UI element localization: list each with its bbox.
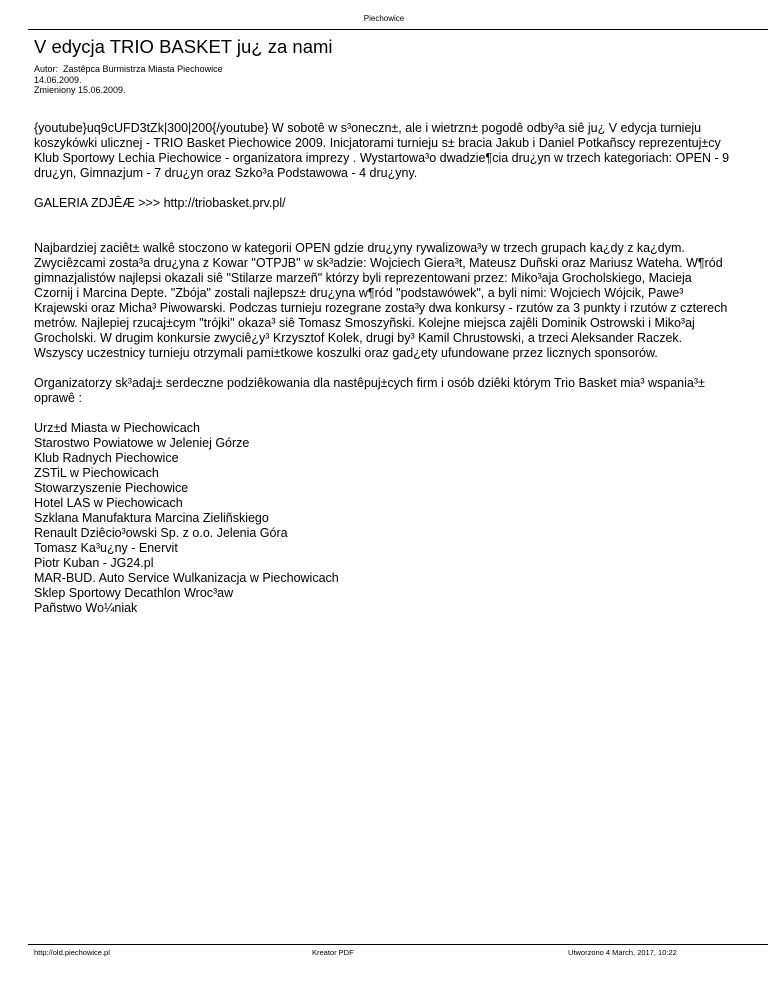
footer-created: Utworzono 4 March, 2017, 10:22 (568, 948, 677, 957)
list-item: Piotr Kuban - JG24.pl (34, 556, 154, 570)
author-line (34, 64, 223, 75)
header-divider (28, 29, 768, 30)
page-header: Piechowice (363, 14, 405, 23)
list-item: Szklana Manufaktura Marcina Zieliñskiego (34, 511, 269, 525)
article-title: V edycja TRIO BASKET ju¿ za nami (34, 36, 333, 57)
footer-generator: Kreator PDF (312, 948, 354, 957)
footer-divider (28, 944, 768, 945)
list-item: Stowarzyszenie Piechowice (34, 481, 189, 495)
paragraph-results: Najbardziej zaciêt± walkê stoczono w kategorii OPEN gdzie dru¿yny rywalizowa³y w trzech grupach ka¿dy z ka¿dym. Zwyciêzcami zosta³a dru¿yna z Kowar "OTPJB" w sk³adzie: Wojciech Giera³t, Mateusz Duñski oraz Mariusz Wateha. W¶ród gimnazjalistów najlepsi okazali siê "Stilarze marzeñ" którzy byli reprezentowani przez: Miko³aja Grocholskiego, Macieja Czornij i Marcina Depte. "Zbója" zostali najlepsz± dru¿yna w¶ród "podstawówek", a byli nimi: Wojciech Wójcik, Pawe³ Krajewski oraz Micha³ Piwowarski. Podczas turnieju rozegrane zosta³y dwa konkursy - rzutów za 3 punkty i rzutów z czterech metrów. Najlepiej rzucaj±cym "trójki" okaza³ siê Tomasz Smoszyñski. Kolejne miejsca zajêli Dominik Ostrowski i Miko³aj Grocholski. W drugim konkursie zwyciê¿y³ Krzysztof Kolek, drugi by³ Kamil Chrustowski, a trzeci Aleksander Raczek. Wszyscy uczestnicy turnieju otrzymali pami±tkowe koszulki oraz gad¿ety ufundowane przez licznych sponsorów. (34, 241, 728, 360)
list-item: Starostwo Powiatowe w Jeleniej Górze (34, 436, 250, 450)
article-meta (34, 64, 223, 96)
list-item: Tomasz Ka³u¿ny - Enervit (34, 541, 178, 555)
publish-date: 14.06.2009. (34, 74, 82, 85)
paragraph-thanks: Organizatorzy sk³adaj± serdeczne podziêkowania dla nastêpuj±cych firm i osób dziêki którym Trio Basket mia³ wspania³± oprawê : (34, 376, 705, 405)
list-item: Klub Radnych Piechowice (34, 451, 179, 465)
sponsor-list (34, 421, 734, 616)
spacer (34, 226, 734, 241)
author-label: Autor: (34, 64, 59, 74)
gallery-link[interactable]: GALERIA ZDJÊÆ >>> http://triobasket.prv.pl/ (34, 196, 286, 210)
footer-url: http://old.piechowice.pl (34, 948, 110, 957)
modified-date: Zmieniony 15.06.2009. (34, 85, 126, 95)
list-item: ZSTiL w Piechowicach (34, 466, 159, 480)
list-item: Urz±d Miasta w Piechowicach (34, 421, 200, 435)
author-name: Zastêpca Burmistrza Miasta Piechowice (63, 64, 223, 74)
list-item: Pañstwo Wo¼niak (34, 601, 138, 615)
list-item: MAR-BUD. Auto Service Wulkanizacja w Piechowicach (34, 571, 339, 585)
paragraph-intro: {youtube}uq9cUFD3tZk|300|200{/youtube} W sobotê w s³oneczn±, ale i wietrzn± pogodê odby³a siê ju¿ V edycja turnieju koszykówki ulicznej - TRIO Basket Piechowice 2009. Inicjatorami turnieju s± bracia Jakub i Daniel Potkañscy reprezentuj±cy Klub Sportowy Lechia Piechowice - organizatora imprezy . Wystartowa³o dwadzie¶cia dru¿yn w trzech kategoriach: OPEN - 9 dru¿yn, Gimnazjum - 7 dru¿yn oraz Szko³a Podstawowa - 4 dru¿yny. (34, 121, 730, 180)
list-item: Sklep Sportowy Decathlon Wroc³aw (34, 586, 234, 600)
list-item: Hotel LAS w Piechowicach (34, 496, 183, 510)
article-body (34, 121, 734, 616)
list-item: Renault Dziêcio³owski Sp. z o.o. Jelenia Góra (34, 526, 288, 540)
